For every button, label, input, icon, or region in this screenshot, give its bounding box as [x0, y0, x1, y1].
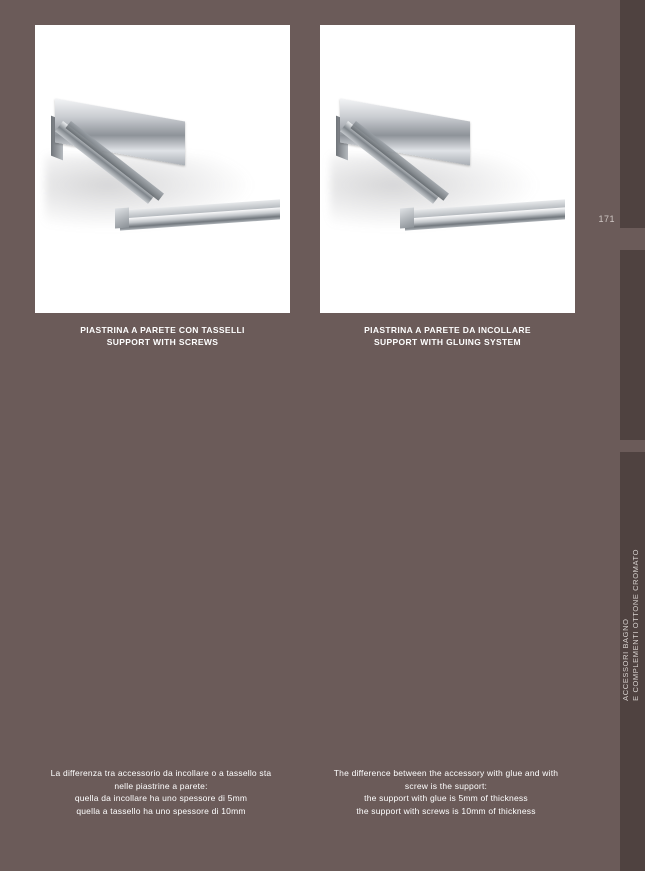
caption-left-english: SUPPORT WITH SCREWS — [106, 337, 219, 347]
note-italian — [30, 767, 292, 817]
rail-segment-top — [620, 0, 645, 228]
note-italian-line-3: quella da incollare ha uno spessore di 5mm — [74, 793, 248, 803]
note-italian-line-4: quella a tassello ha uno spessore di 10mm — [76, 805, 246, 816]
product-photo-left — [35, 25, 290, 313]
note-english-line-4: the support with screws is 10mm of thickness — [356, 805, 536, 816]
note-english-line-2: screw is the support: — [404, 780, 488, 791]
note-english — [315, 767, 577, 817]
caption-right — [320, 324, 575, 348]
caption-left-italian: PIASTRINA A PARETE CON TASSELLI — [80, 325, 245, 335]
caption-left — [35, 324, 290, 348]
rail-category-label — [621, 549, 643, 701]
note-italian-line-1: La differenza tra accessorio da incollare o a tassello sta — [50, 768, 272, 778]
rail-label-line-2: E COMPLEMENTI OTTONE CROMATO — [631, 549, 640, 701]
towel-bar-end-cap — [115, 208, 129, 229]
product-render-left — [35, 25, 290, 313]
rail-segment-middle — [620, 250, 645, 440]
side-rail — [620, 0, 645, 871]
rail-label-line-1: ACCESSORI BAGNO — [621, 618, 630, 701]
note-english-line-3: the support with glue is 5mm of thickness — [364, 793, 528, 803]
caption-right-italian: PIASTRINA A PARETE DA INCOLLARE — [364, 325, 531, 335]
product-photo-right — [320, 25, 575, 313]
note-italian-line-2: nelle piastrine a parete: — [114, 780, 208, 791]
caption-right-english: SUPPORT WITH GLUING SYSTEM — [374, 337, 521, 347]
towel-bar-end-cap — [400, 208, 414, 229]
product-render-right — [320, 25, 575, 313]
note-english-line-1: The difference between the accessory with glue and with — [333, 768, 559, 778]
page-number: 171 — [598, 214, 615, 224]
